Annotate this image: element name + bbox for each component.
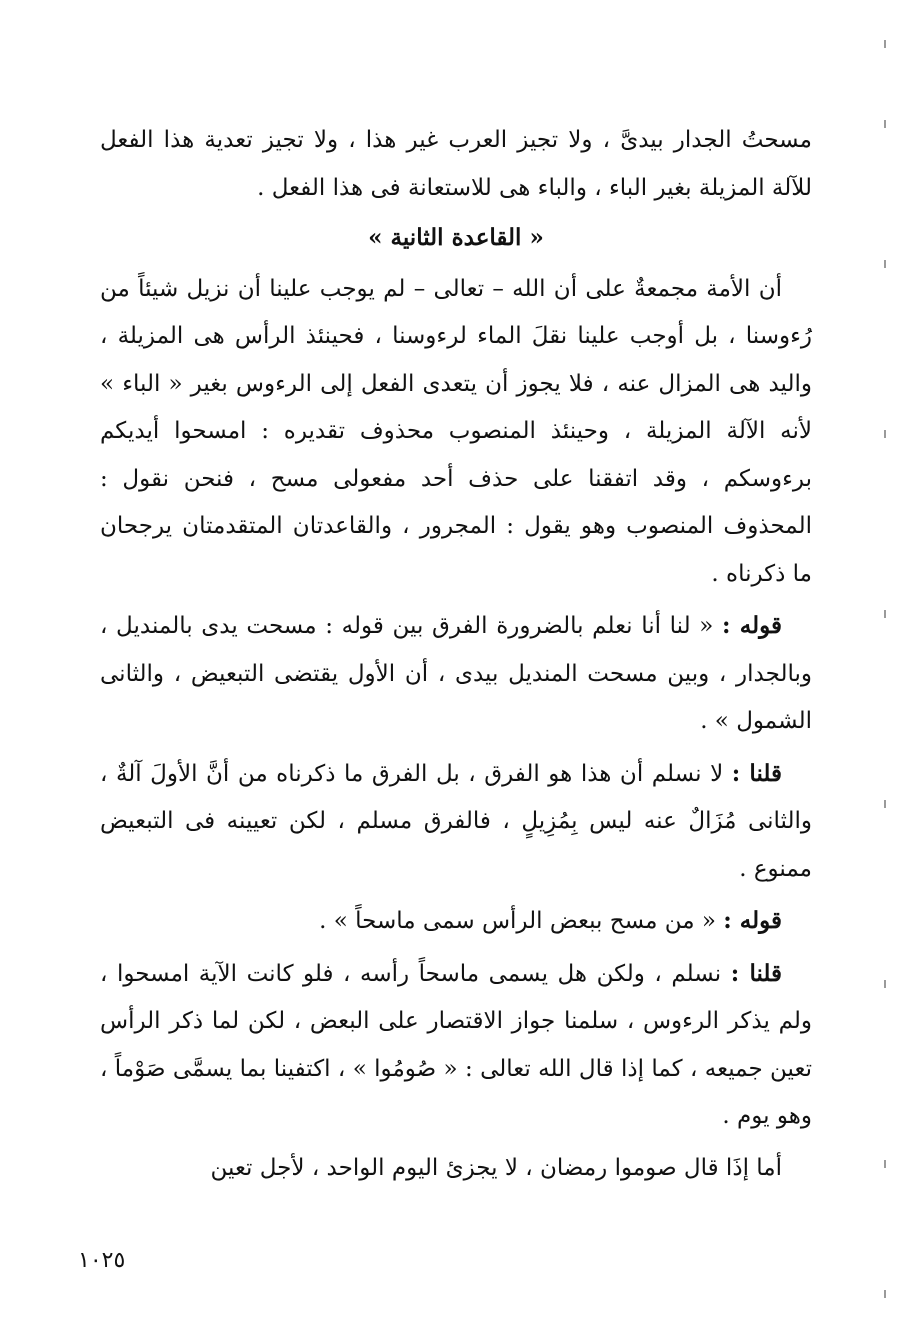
edge-mark [884, 1290, 886, 1298]
paragraph-6-text: نسلم ، ولكن هل يسمى ماسحاً رأسه ، فلو كانت الآية امسحوا ، ولم يذكر الرءوس ، سلمنا جواز الاقتصار على البعض ، لكن لما ذكر الرأس تعين جميعه ، كما إذا قال الله تعالى : « صُومُوا » ، اكتفينا بما يسمَّى صَوْماً ، وهو يوم . [100, 960, 812, 1129]
paragraph-6-lead: قلنا : [730, 959, 782, 987]
edge-mark [884, 40, 886, 48]
edge-mark [884, 260, 886, 268]
paragraph-7: أما إذَا قال صوموا رمضان ، لا يجزئ اليوم الواحد ، لأجل تعين [210, 1154, 782, 1181]
page-number: ١٠٢٥ [78, 1248, 126, 1273]
paragraph-5-text: « من مسح ببعض الرأس سمى ماسحاً » . [319, 908, 716, 934]
scan-edge-marks [884, 0, 888, 1339]
paragraph-5 [100, 897, 812, 946]
paragraph-5-lead: قوله : [723, 907, 782, 934]
paragraph-6 [100, 950, 812, 1141]
edge-mark [884, 430, 886, 438]
edge-mark [884, 1160, 886, 1168]
edge-mark [884, 610, 886, 618]
edge-mark [884, 980, 886, 988]
section-heading: « القاعدة الثانية » [368, 224, 544, 251]
paragraph-4-lead: قلنا : [731, 759, 782, 787]
paragraph-1: مسحتُ الجدار بيدىَّ ، ولا تجيز العرب غير هذا ، ولا تجيز تعدية هذا الفعل للآلة المزيلة بغير الباء ، والباء هى للاستعانة فى هذا الفعل . [100, 127, 812, 201]
paragraph-3-text: « لنا أنا نعلم بالضرورة الفرق بين قوله : مسحت يدى بالمنديل ، وبالجدار ، وبين مسحت المنديل بيدى ، أن الأول يقتضى التبعيض ، والثانى الشمول » . [100, 613, 812, 734]
paragraph-2: أن الأمة مجمعةٌ على أن الله – تعالى – لم يوجب علينا أن نزيل شيئاً من رُءوسنا ، بل أوجب علينا نقلَ الماء لرءوسنا ، فحينئذ الرأس هى المزيلة ، واليد هى المزال عنه ، فلا يجوز أن يتعدى الفعل إلى الرءوس بغير « الباء » لأنه الآلة المزيلة ، وحينئذ المنصوب محذوف تقديره : امسحوا أيديكم برءوسكم ، وقد اتفقنا على حذف أحد مفعولى مسح ، فنحن نقول : المحذوف المنصوب وهو يقول : المجرور ، والقاعدتان المتقدمتان يرجحان ما ذكرناه . [100, 275, 812, 587]
edge-mark [884, 800, 886, 808]
paragraph-4-text: لا نسلم أن هذا هو الفرق ، بل الفرق ما ذكرناه من أنَّ الأولَ آلةٌ ، والثانى مُزَالٌ عنه ليس بِمُزِيلٍ ، فالفرق مسلم ، لكن تعيينه فى التبعيض ممنوع . [100, 760, 812, 882]
paragraph-3 [100, 602, 812, 746]
paragraph-3-lead: قوله : [721, 612, 782, 639]
edge-mark [884, 120, 886, 128]
paragraph-4 [100, 750, 812, 894]
body-text [100, 117, 812, 1192]
